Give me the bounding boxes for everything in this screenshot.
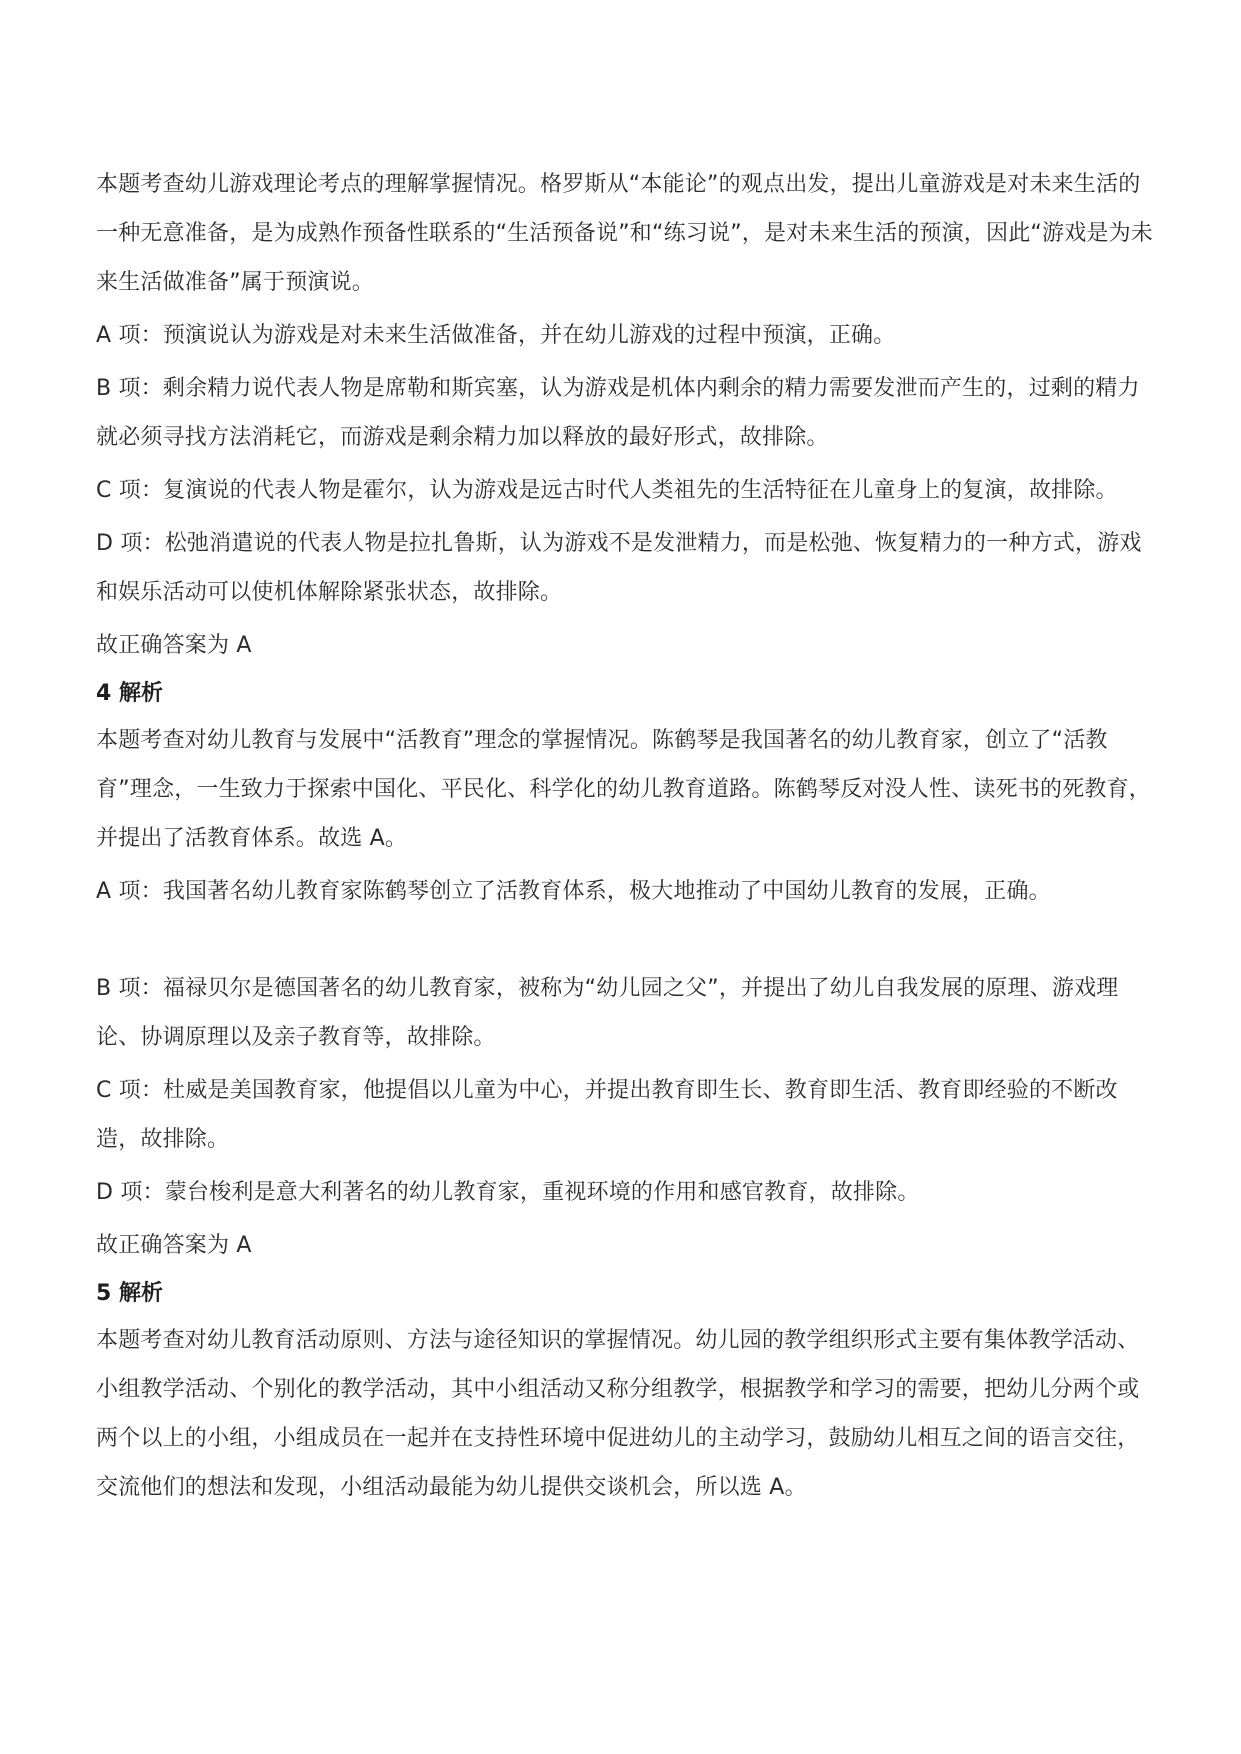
section-4-option-a: A 项：我国著名幼儿教育家陈鹤琴创立了活教育体系，极大地推动了中国幼儿教育的发展，正确。 (96, 879, 1051, 904)
section-5-heading: 5 解析 (96, 1281, 163, 1306)
section-4-option-d: D 项：蒙台梭利是意大利著名的幼儿教育家，重视环境的作用和感官教育，故排除。 (96, 1180, 920, 1205)
section-3-intro: 本题考查幼儿游戏理论考点的理解掌握情况。格罗斯从“本能论”的观点出发，提出儿童游戏是对未来生活的一种无意准备，是为成熟作预备性联系的“生活预备说”和“练习说”，是对未来生活的预演，因此“游戏是为未来生活做准备”属于预演说。 (96, 172, 1153, 295)
section-4-option-c: C 项：杜威是美国教育家，他提倡以儿童为中心，并提出教育即生长、教育即生活、教育即经验的不断改造，故排除。 (96, 1078, 1118, 1152)
section-4-heading: 4 解析 (96, 681, 163, 706)
section-3-option-c: C 项：复演说的代表人物是霍尔，认为游戏是远古时代人类祖先的生活特征在儿童身上的复演，故排除。 (96, 478, 1118, 503)
section-3-option-d: D 项：松弛消遣说的代表人物是拉扎鲁斯，认为游戏不是发泄精力，而是松弛、恢复精力的一种方式，游戏和娱乐活动可以使机体解除紧张状态，故排除。 (96, 531, 1142, 605)
section-3 (96, 160, 1156, 670)
paragraph-gap (96, 920, 1156, 964)
document-body (96, 160, 1156, 1516)
section-5 (96, 1274, 1156, 1512)
section-4 (96, 674, 1156, 1270)
section-4-answer: 故正确答案为 A (96, 1233, 252, 1258)
section-3-answer: 故正确答案为 A (96, 633, 252, 658)
section-4-option-b: B 项：福禄贝尔是德国著名的幼儿教育家，被称为“幼儿园之父”，并提出了幼儿自我发展的原理、游戏理论、协调原理以及亲子教育等，故排除。 (96, 976, 1119, 1050)
section-3-option-b: B 项：剩余精力说代表人物是席勒和斯宾塞，认为游戏是机体内剩余的精力需要发泄而产生的，过剩的精力就必须寻找方法消耗它，而游戏是剩余精力加以释放的最好形式，故排除。 (96, 376, 1140, 450)
section-4-intro: 本题考查对幼儿教育与发展中“活教育”理念的掌握情况。陈鹤琴是我国著名的幼儿教育家，创立了“活教育”理念，一生致力于探索中国化、平民化、科学化的幼儿教育道路。陈鹤琴反对没人性、读死书的死教育，并提出了活教育体系。故选 A。 (96, 728, 1152, 851)
section-5-intro: 本题考查对幼儿教育活动原则、方法与途径知识的掌握情况。幼儿园的教学组织形式主要有集体教学活动、小组教学活动、个别化的教学活动，其中小组活动又称分组教学，根据教学和学习的需要，把幼儿分两个或两个以上的小组，小组成员在一起并在支持性环境中促进幼儿的主动学习，鼓励幼儿相互之间的语言交往，交流他们的想法和发现，小组活动最能为幼儿提供交谈机会，所以选 A。 (96, 1328, 1140, 1500)
section-3-option-a: A 项：预演说认为游戏是对未来生活做准备，并在幼儿游戏的过程中预演，正确。 (96, 323, 896, 348)
